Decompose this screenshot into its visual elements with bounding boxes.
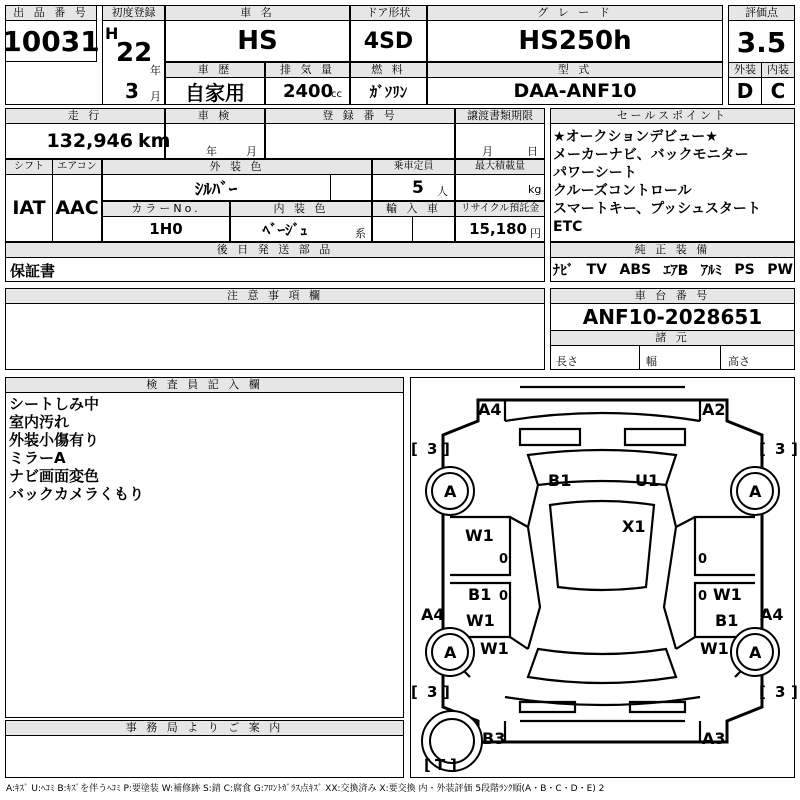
equipment-item: PS	[734, 262, 755, 278]
car-name-label: 車 名	[165, 5, 350, 21]
history: 自家用	[185, 80, 245, 105]
mark-rear-right: A3	[702, 729, 726, 748]
import-cell-split	[412, 216, 455, 242]
color: ｼﾙﾊﾞｰ	[194, 180, 238, 200]
reg-no-cell	[265, 123, 455, 159]
insp-year-unit: 年	[206, 145, 217, 158]
tread-rr-bracket-close: ]	[791, 683, 798, 701]
tread-fl: 3	[427, 440, 438, 458]
height-label: 高さ	[728, 355, 750, 368]
sales-point: メーカーナビ、バックモニター	[553, 147, 749, 163]
mileage-unit: km	[138, 130, 171, 152]
equipment-item: ﾅﾋﾞ	[553, 263, 574, 279]
month-unit: 月	[150, 90, 161, 103]
sales-point: ★オークションデビュー★	[553, 129, 718, 145]
load-unit: kg	[528, 183, 542, 196]
sales-points-label: セールスポイント	[550, 108, 795, 124]
tread-rl-bracket-close: ]	[443, 683, 450, 701]
tread-rl-bracket-open: [	[411, 683, 418, 701]
mark-tire-fr: A	[749, 482, 762, 501]
mark-front-right-corner: A2	[702, 400, 726, 419]
mark-right-rear-door-w: W1	[713, 585, 742, 604]
equipment-label: 純 正 装 備	[550, 242, 795, 258]
inspector-note: 室内汚れ	[9, 413, 70, 431]
door-label: ドア形状	[350, 5, 427, 21]
grade-label: グ レ ー ド	[427, 5, 723, 21]
color-cell-split	[330, 174, 372, 201]
lot-no-label: 出 品 番 号	[5, 5, 97, 21]
interior-color-unit: 系	[355, 227, 366, 240]
tread-rl: 3	[427, 683, 438, 701]
mark-left-rear-door-w: W1	[466, 611, 495, 630]
mark-spare: T	[435, 756, 446, 774]
chassis-label: 車 台 番 号	[550, 288, 795, 304]
insp-month-unit: 月	[246, 145, 257, 158]
color-no: 1H0	[149, 220, 183, 238]
recycle: 15,180	[469, 220, 527, 238]
tread-fl-bracket-open: [	[411, 440, 418, 458]
era: H	[105, 24, 119, 43]
fuel-label: 燃 料	[350, 62, 427, 78]
shift: IAT	[12, 197, 46, 219]
inspector-note: バックカメラくもり	[9, 485, 145, 503]
specs-label: 諸 元	[550, 330, 795, 346]
tread-fr-bracket-open: [	[759, 440, 766, 458]
capacity: 5	[412, 177, 424, 198]
mark-tire-rl: A	[444, 643, 457, 662]
capacity-label: 乗車定員	[372, 159, 455, 175]
ac-label: エアコン	[52, 159, 102, 175]
mark-right-rear-quarter: W1	[700, 639, 729, 658]
displacement: 2400	[283, 80, 334, 102]
equipment-item: PW	[767, 262, 793, 278]
mark-left-rear-door-b: B1	[468, 585, 492, 604]
mark-roof-left: B1	[548, 471, 572, 490]
tread-fr: 3	[775, 440, 786, 458]
fuel: ｶﾞｿﾘﾝ	[369, 82, 408, 101]
sales-point: クルーズコントロール	[553, 183, 692, 199]
shift-label: シフト	[5, 159, 53, 175]
mark-roof-right: U1	[635, 471, 660, 490]
score-label: 評価点	[728, 5, 795, 21]
mark-left-rear-quarter: W1	[480, 639, 509, 658]
sales-point: パワーシート	[553, 165, 637, 181]
mark-tire-fl: A	[444, 482, 457, 501]
grade: HS250h	[518, 26, 632, 56]
mark-left-side: A4	[421, 605, 445, 624]
inspector-note: ミラーA	[9, 449, 66, 467]
mark-front-left-corner: A4	[478, 400, 502, 419]
transfer-label: 譲渡書類期限	[455, 108, 545, 124]
mark-right-side: A4	[760, 605, 784, 624]
interior-color: ﾍﾞｰｼﾞｭ	[262, 220, 308, 239]
transfer-month-unit: 月	[482, 145, 493, 158]
score: 3.5	[736, 25, 787, 59]
ext-grade: D	[736, 79, 754, 103]
sales-points-list	[553, 128, 793, 236]
later-parts: 保証書	[10, 261, 56, 280]
chassis-number: ANF10-2028651	[582, 305, 763, 329]
inspector-note: 外装小傷有り	[9, 431, 100, 449]
inspector-label: 検 査 員 記 入 欄	[5, 377, 404, 393]
tread-fl-bracket-close: ]	[443, 440, 450, 458]
tread-fr-bracket-close: ]	[791, 440, 798, 458]
displacement-label: 排 気 量	[265, 62, 350, 78]
equipment-item: TV	[586, 262, 607, 278]
recycle-unit: 円	[530, 227, 541, 240]
ac: AAC	[55, 197, 99, 219]
first-reg-label: 初度登録	[102, 5, 165, 21]
spare-bracket-close: ]	[450, 756, 457, 774]
model-label: 型 式	[427, 62, 723, 78]
color-no-label: カラーNo.	[102, 201, 230, 217]
notes-label: 注 意 事 項 欄	[5, 288, 545, 304]
transfer-day-unit: 日	[527, 145, 538, 158]
mark-zero-4: 0	[698, 589, 708, 604]
mileage: 132,946	[46, 130, 133, 152]
later-parts-label: 後 日 発 送 部 品	[5, 242, 545, 258]
mileage-label: 走 行	[5, 108, 165, 124]
recycle-label: リサイクル預託金	[455, 201, 545, 217]
inspector-note: シートしみ中	[9, 395, 100, 413]
interior-color-label: 内 装 色	[230, 201, 372, 217]
color-label: 外 装 色	[102, 159, 372, 175]
inspection-label: 車 検	[165, 108, 265, 124]
reg-no-label: 登 録 番 号	[265, 108, 455, 124]
equipment-item: ABS	[619, 262, 652, 278]
office-label: 事 務 局 よ り ご 案 内	[5, 720, 404, 736]
mark-zero-1: 0	[499, 552, 509, 567]
capacity-unit: 人	[437, 185, 448, 198]
load-label: 最大積載量	[455, 159, 545, 175]
inspector-note: ナビ画面変色	[9, 467, 100, 485]
car-diagram	[410, 377, 798, 778]
mark-rear-left: B3	[482, 729, 506, 748]
car-name: HS	[237, 26, 278, 56]
mark-left-front-door: W1	[465, 526, 494, 545]
spare-bracket-open: [	[424, 756, 431, 774]
door: 4SD	[363, 28, 414, 54]
equipment-item: ｱﾙﾐ	[700, 263, 722, 279]
history-label: 車 歴	[165, 62, 265, 78]
mark-zero-2: 0	[499, 589, 509, 604]
legend: A:ｷｽﾞ U:ﾍｺﾐ B:ｷｽﾞを伴うﾍｺﾐ P:要塗装 W:補修跡 S:錆 C:腐食 G:ﾌﾛﾝﾄｶﾞﾗｽ点ｷｽﾞ XX:交換済み X:要交換 内・外装評価 5段階ﾗﾝｸ順(A・B・C・D・E) 2	[6, 784, 605, 794]
year: 22	[116, 38, 153, 68]
inspector-notes	[9, 395, 144, 503]
tread-rr-bracket-open: [	[759, 683, 766, 701]
int-grade: C	[770, 79, 786, 103]
displacement-unit: cc	[331, 89, 342, 100]
equipment-item: ｴｱB	[663, 263, 689, 279]
sales-point: ETC	[553, 219, 583, 235]
year-unit: 年	[150, 64, 161, 77]
month: 3	[125, 79, 139, 103]
equipment-list	[553, 258, 793, 282]
lot-no: 10031	[2, 24, 100, 58]
mark-tire-rr: A	[749, 643, 762, 662]
mark-right-rear-door-b: B1	[715, 611, 739, 630]
length-label: 長さ	[556, 355, 578, 368]
ext-grade-label: 外装	[728, 62, 762, 78]
tread-rr: 3	[775, 683, 786, 701]
import-label: 輸 入 車	[372, 201, 455, 217]
mark-zero-3: 0	[698, 552, 708, 567]
sales-point: スマートキー、プッシュスタート	[553, 201, 761, 217]
int-grade-label: 内装	[761, 62, 795, 78]
mark-glass: X1	[622, 517, 646, 536]
model: DAA-ANF10	[513, 80, 637, 102]
width-label: 幅	[646, 355, 657, 368]
